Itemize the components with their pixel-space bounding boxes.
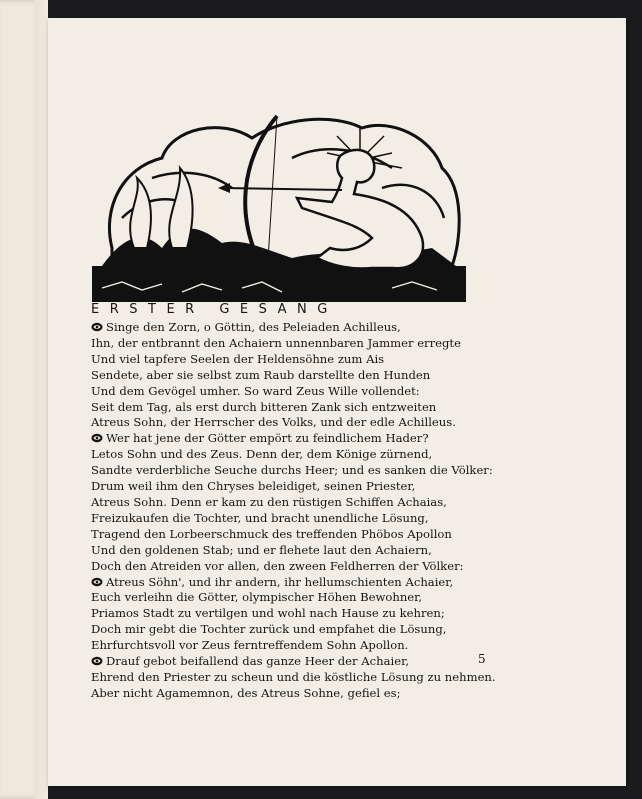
verse-line [91, 479, 521, 495]
paragraph-ornament-icon [91, 322, 103, 332]
verse-line-text: Drauf gebot beifallend das ganze Heer der Achaier, [106, 654, 410, 669]
paragraph-ornament-icon [91, 433, 103, 443]
verse-line [91, 527, 521, 543]
book-page [48, 18, 626, 786]
verse-line-text: Aber nicht Agamemnon, des Atreus Sohne, gefiel es; [91, 685, 401, 700]
verse-line-text: Atreus Sohn, der Herrscher des Volks, und der edle Achilleus. [91, 415, 456, 430]
verse-line [91, 543, 521, 559]
verse-line-text: Doch den Atreiden vor allen, den zween Feldherren der Völker: [91, 558, 464, 573]
verse-line [91, 352, 521, 368]
paragraph-ornament-icon [91, 656, 103, 666]
verse-line [91, 511, 521, 527]
verse-line [91, 559, 521, 575]
chapter-heading: ERSTER GESANG [91, 302, 338, 317]
verse-line [91, 606, 521, 622]
verse-line [91, 368, 521, 384]
verse-line [91, 384, 521, 400]
verse-line-text: Euch verleihn die Götter, olympischer Höhen Bewohner, [91, 590, 423, 605]
verse-line [91, 638, 521, 654]
verse-line [91, 463, 521, 479]
verse-line-text: Atreus Söhn', und ihr andern, ihr hellumschienten Achaier, [106, 574, 454, 589]
verse-line-text: Singe den Zorn, o Göttin, des Peleiaden Achilleus, [106, 320, 401, 334]
verse-line [91, 495, 521, 511]
verse-line [91, 686, 521, 702]
verse-lines [91, 320, 521, 702]
verse-line [91, 447, 521, 463]
left-page-edge [0, 0, 48, 799]
verse-line-text: Atreus Sohn. Denn er kam zu den rüstigen Schiffen Achaias, [91, 494, 447, 509]
verse-line [91, 590, 521, 606]
verse-line-text: Sandte verderbliche Seuche durchs Heer; und es sanken die Völker: [91, 463, 493, 478]
verse-line [91, 320, 521, 336]
verse-line-text: Seit dem Tag, als erst durch bitteren Zank sich entzweiten [91, 399, 437, 414]
verse-line-text: Doch mir gebt die Tochter zurück und empfahet die Lösung, [91, 622, 447, 637]
verse-line-text: Wer hat jene der Götter empört zu feindlichem Hader? [106, 431, 429, 446]
verse-line-text: Ehrfurchtsvoll vor Zeus ferntreffendem Sohn Apollon. [91, 638, 409, 653]
verse-line-text: Ehrend den Priester zu scheun und die köstliche Lösung zu nehmen. [91, 669, 496, 684]
verse-line-text: Und dem Gevögel umher. So ward Zeus Wille vollendet: [91, 383, 420, 398]
verse-line [91, 431, 521, 447]
verse-line-text: Und den goldenen Stab; und er flehete laut den Achaiern, [91, 542, 432, 557]
woodcut-illustration [92, 98, 466, 302]
text-block [91, 301, 521, 702]
verse-line [91, 654, 521, 670]
verse-line-text: Sendete, aber sie selbst zum Raub darstellte den Hunden [91, 367, 431, 382]
verse-line [91, 415, 521, 431]
verse-line [91, 400, 521, 416]
verse-line-text: Letos Sohn und des Zeus. Denn der, dem Könige zürnend, [91, 447, 433, 462]
verse-line-text: Tragend den Lorbeerschmuck des treffenden Phöbos Apollon [91, 526, 452, 541]
verse-line [91, 336, 521, 352]
verse-line-text: Ihn, der entbrannt den Achaiern unnennbaren Jammer erregte [91, 335, 461, 350]
page-number: 5 [478, 652, 486, 666]
verse-line [91, 670, 521, 686]
verse-line-text: Und viel tapfere Seelen der Heldensöhne zum Ais [91, 351, 385, 366]
verse-line [91, 622, 521, 638]
verse-line-text: Priamos Stadt zu vertilgen und wohl nach Hause zu kehren; [91, 606, 445, 621]
paragraph-ornament-icon [91, 577, 103, 587]
verse-line-text: Drum weil ihm den Chryses beleidiget, seinen Priester, [91, 479, 416, 494]
verse-line [91, 575, 521, 591]
verse-line-text: Freizukaufen die Tochter, und bracht unendliche Lösung, [91, 510, 429, 525]
